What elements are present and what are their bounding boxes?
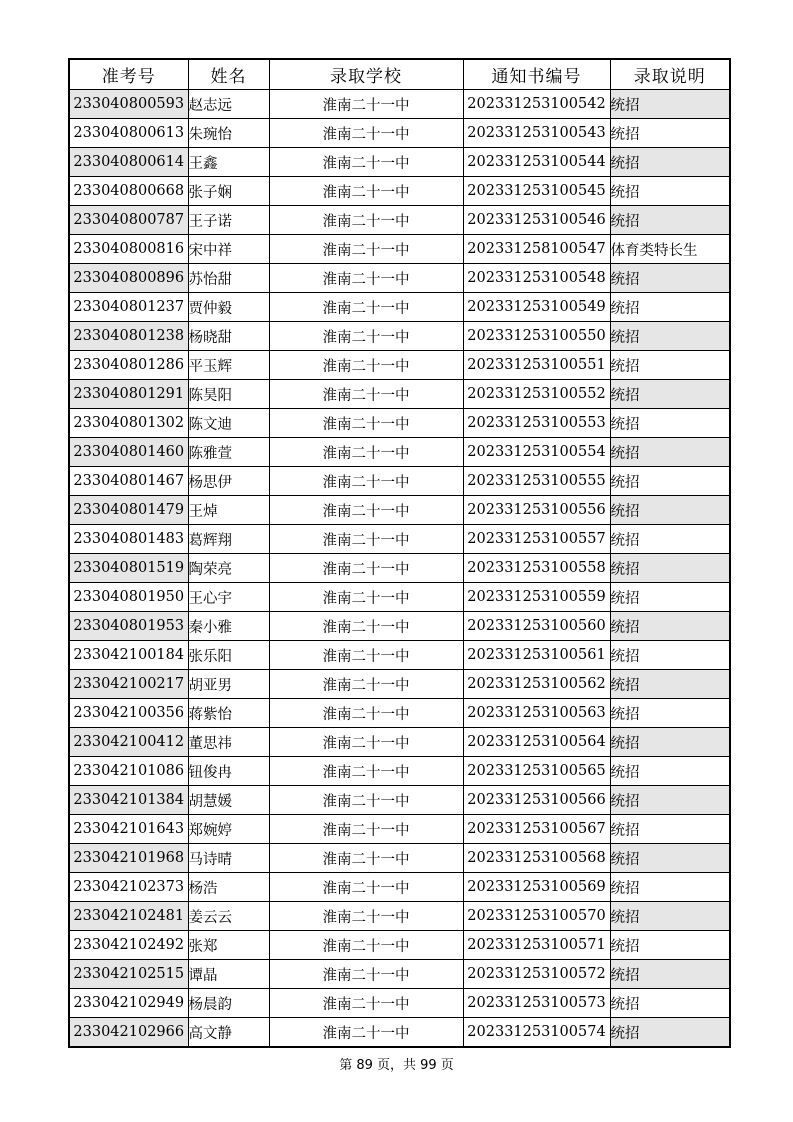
table-row <box>69 786 730 815</box>
cell-school: 淮南二十一中 <box>269 583 463 612</box>
cell-school: 淮南二十一中 <box>269 554 463 583</box>
table-row <box>69 119 730 148</box>
table-row <box>69 496 730 525</box>
table-row <box>69 757 730 786</box>
header-school: 录取学校 <box>269 59 463 90</box>
cell-admission-note: 统招 <box>610 989 730 1018</box>
cell-student-name: 秦小雅 <box>188 612 269 641</box>
table-row <box>69 873 730 902</box>
cell-school: 淮南二十一中 <box>269 873 463 902</box>
cell-admission-note: 统招 <box>610 351 730 380</box>
cell-student-name: 姜云云 <box>188 902 269 931</box>
table-header <box>69 59 730 90</box>
cell-exam-no: 233042102515 <box>69 960 188 989</box>
cell-school: 淮南二十一中 <box>269 409 463 438</box>
cell-school: 淮南二十一中 <box>269 206 463 235</box>
cell-school: 淮南二十一中 <box>269 90 463 119</box>
cell-admission-note: 统招 <box>610 960 730 989</box>
table-row <box>69 235 730 264</box>
cell-school: 淮南二十一中 <box>269 728 463 757</box>
table-row <box>69 670 730 699</box>
cell-exam-no: 233042100184 <box>69 641 188 670</box>
cell-notice-no: 202331253100562 <box>463 670 610 699</box>
header-note: 录取说明 <box>610 59 730 90</box>
table-row <box>69 815 730 844</box>
cell-admission-note: 统招 <box>610 612 730 641</box>
cell-student-name: 陶荣亮 <box>188 554 269 583</box>
cell-school: 淮南二十一中 <box>269 380 463 409</box>
cell-notice-no: 202331253100543 <box>463 119 610 148</box>
cell-school: 淮南二十一中 <box>269 699 463 728</box>
cell-exam-no: 233040801950 <box>69 583 188 612</box>
table-row <box>69 554 730 583</box>
cell-admission-note: 统招 <box>610 148 730 177</box>
header-name: 姓名 <box>188 59 269 90</box>
cell-notice-no: 202331253100560 <box>463 612 610 641</box>
cell-school: 淮南二十一中 <box>269 351 463 380</box>
cell-admission-note: 统招 <box>610 525 730 554</box>
cell-notice-no: 202331253100561 <box>463 641 610 670</box>
cell-notice-no: 202331253100569 <box>463 873 610 902</box>
cell-school: 淮南二十一中 <box>269 322 463 351</box>
cell-notice-no: 202331253100554 <box>463 438 610 467</box>
cell-student-name: 王子诺 <box>188 206 269 235</box>
cell-notice-no: 202331253100557 <box>463 525 610 554</box>
table-row <box>69 931 730 960</box>
cell-exam-no: 233040801460 <box>69 438 188 467</box>
cell-notice-no: 202331253100571 <box>463 931 610 960</box>
cell-notice-no: 202331253100550 <box>463 322 610 351</box>
cell-notice-no: 202331253100559 <box>463 583 610 612</box>
cell-school: 淮南二十一中 <box>269 177 463 206</box>
header-exam-no: 准考号 <box>69 59 188 90</box>
cell-notice-no: 202331253100574 <box>463 1018 610 1048</box>
cell-exam-no: 233040800593 <box>69 90 188 119</box>
cell-exam-no: 233040801286 <box>69 351 188 380</box>
cell-exam-no: 233040800787 <box>69 206 188 235</box>
cell-notice-no: 202331253100551 <box>463 351 610 380</box>
table-row <box>69 467 730 496</box>
cell-student-name: 胡亚男 <box>188 670 269 699</box>
cell-exam-no: 233040801479 <box>69 496 188 525</box>
cell-student-name: 钮俊冉 <box>188 757 269 786</box>
cell-school: 淮南二十一中 <box>269 235 463 264</box>
cell-admission-note: 统招 <box>610 409 730 438</box>
cell-exam-no: 233040801483 <box>69 525 188 554</box>
cell-school: 淮南二十一中 <box>269 496 463 525</box>
table-row <box>69 322 730 351</box>
cell-notice-no: 202331253100556 <box>463 496 610 525</box>
table-row <box>69 409 730 438</box>
cell-admission-note: 统招 <box>610 931 730 960</box>
cell-admission-note: 统招 <box>610 641 730 670</box>
cell-admission-note: 统招 <box>610 322 730 351</box>
cell-exam-no: 233042102373 <box>69 873 188 902</box>
table-row <box>69 989 730 1018</box>
header-row <box>69 59 730 90</box>
cell-student-name: 王心宇 <box>188 583 269 612</box>
cell-notice-no: 202331253100544 <box>463 148 610 177</box>
cell-school: 淮南二十一中 <box>269 148 463 177</box>
cell-school: 淮南二十一中 <box>269 757 463 786</box>
cell-school: 淮南二十一中 <box>269 815 463 844</box>
cell-student-name: 杨思伊 <box>188 467 269 496</box>
cell-notice-no: 202331253100563 <box>463 699 610 728</box>
cell-exam-no: 233042102492 <box>69 931 188 960</box>
cell-exam-no: 233040801953 <box>69 612 188 641</box>
cell-admission-note: 统招 <box>610 177 730 206</box>
cell-student-name: 王鑫 <box>188 148 269 177</box>
cell-exam-no: 233042100412 <box>69 728 188 757</box>
table-row <box>69 728 730 757</box>
cell-admission-note: 统招 <box>610 496 730 525</box>
cell-student-name: 王焯 <box>188 496 269 525</box>
table-row <box>69 641 730 670</box>
cell-school: 淮南二十一中 <box>269 438 463 467</box>
cell-exam-no: 233040801519 <box>69 554 188 583</box>
cell-admission-note: 统招 <box>610 902 730 931</box>
cell-admission-note: 统招 <box>610 786 730 815</box>
cell-exam-no: 233040800614 <box>69 148 188 177</box>
cell-exam-no: 233042102966 <box>69 1018 188 1048</box>
cell-student-name: 陈文迪 <box>188 409 269 438</box>
cell-student-name: 宋中祥 <box>188 235 269 264</box>
cell-student-name: 张乐阳 <box>188 641 269 670</box>
cell-admission-note: 统招 <box>610 467 730 496</box>
admission-table <box>68 58 731 1048</box>
table-row <box>69 583 730 612</box>
table-row <box>69 1018 730 1048</box>
table-row <box>69 844 730 873</box>
cell-school: 淮南二十一中 <box>269 525 463 554</box>
cell-student-name: 谭晶 <box>188 960 269 989</box>
page-number-footer: 第 89 页，共 99 页 <box>339 1058 454 1073</box>
table-row <box>69 438 730 467</box>
table-row <box>69 148 730 177</box>
cell-notice-no: 202331253100572 <box>463 960 610 989</box>
cell-exam-no: 233040800668 <box>69 177 188 206</box>
cell-notice-no: 202331253100553 <box>463 409 610 438</box>
cell-notice-no: 202331253100573 <box>463 989 610 1018</box>
cell-exam-no: 233042100356 <box>69 699 188 728</box>
cell-admission-note: 统招 <box>610 438 730 467</box>
table-row <box>69 206 730 235</box>
cell-admission-note: 统招 <box>610 728 730 757</box>
cell-exam-no: 233042102481 <box>69 902 188 931</box>
cell-exam-no: 233040801237 <box>69 293 188 322</box>
table-row <box>69 351 730 380</box>
table-row <box>69 699 730 728</box>
cell-notice-no: 202331253100566 <box>463 786 610 815</box>
table-row <box>69 264 730 293</box>
cell-student-name: 葛辉翔 <box>188 525 269 554</box>
cell-exam-no: 233040800816 <box>69 235 188 264</box>
cell-student-name: 杨晓甜 <box>188 322 269 351</box>
cell-student-name: 朱琬怡 <box>188 119 269 148</box>
cell-admission-note: 统招 <box>610 757 730 786</box>
cell-exam-no: 233042102949 <box>69 989 188 1018</box>
cell-admission-note: 统招 <box>610 815 730 844</box>
cell-student-name: 赵志远 <box>188 90 269 119</box>
cell-student-name: 杨浩 <box>188 873 269 902</box>
table-row <box>69 960 730 989</box>
cell-admission-note: 统招 <box>610 699 730 728</box>
cell-admission-note: 统招 <box>610 90 730 119</box>
cell-school: 淮南二十一中 <box>269 264 463 293</box>
cell-exam-no: 233040801291 <box>69 380 188 409</box>
cell-notice-no: 202331253100568 <box>463 844 610 873</box>
cell-school: 淮南二十一中 <box>269 989 463 1018</box>
cell-student-name: 陈昊阳 <box>188 380 269 409</box>
cell-school: 淮南二十一中 <box>269 902 463 931</box>
cell-notice-no: 202331253100570 <box>463 902 610 931</box>
cell-student-name: 贾仲毅 <box>188 293 269 322</box>
cell-exam-no: 233042101643 <box>69 815 188 844</box>
cell-exam-no: 233040800613 <box>69 119 188 148</box>
cell-admission-note: 统招 <box>610 380 730 409</box>
table-row <box>69 177 730 206</box>
cell-student-name: 苏怡甜 <box>188 264 269 293</box>
cell-school: 淮南二十一中 <box>269 786 463 815</box>
cell-school: 淮南二十一中 <box>269 293 463 322</box>
cell-student-name: 张郑 <box>188 931 269 960</box>
cell-student-name: 胡慧媛 <box>188 786 269 815</box>
cell-admission-note: 统招 <box>610 583 730 612</box>
cell-school: 淮南二十一中 <box>269 960 463 989</box>
cell-admission-note: 统招 <box>610 293 730 322</box>
cell-student-name: 高文静 <box>188 1018 269 1048</box>
table-row <box>69 525 730 554</box>
cell-student-name: 马诗晴 <box>188 844 269 873</box>
cell-student-name: 郑婉婷 <box>188 815 269 844</box>
cell-student-name: 杨晨韵 <box>188 989 269 1018</box>
cell-admission-note: 统招 <box>610 554 730 583</box>
cell-student-name: 董思祎 <box>188 728 269 757</box>
cell-notice-no: 202331253100567 <box>463 815 610 844</box>
cell-exam-no: 233040800896 <box>69 264 188 293</box>
cell-notice-no: 202331253100558 <box>463 554 610 583</box>
cell-exam-no: 233040801302 <box>69 409 188 438</box>
cell-notice-no: 202331253100545 <box>463 177 610 206</box>
cell-student-name: 蒋紫怡 <box>188 699 269 728</box>
cell-notice-no: 202331253100565 <box>463 757 610 786</box>
cell-admission-note: 统招 <box>610 670 730 699</box>
table-row <box>69 612 730 641</box>
cell-notice-no: 202331253100542 <box>463 90 610 119</box>
cell-notice-no: 202331258100547 <box>463 235 610 264</box>
cell-school: 淮南二十一中 <box>269 467 463 496</box>
cell-exam-no: 233042100217 <box>69 670 188 699</box>
table-row <box>69 902 730 931</box>
cell-student-name: 平玉辉 <box>188 351 269 380</box>
cell-exam-no: 233040801238 <box>69 322 188 351</box>
cell-student-name: 张子娴 <box>188 177 269 206</box>
cell-admission-note: 统招 <box>610 264 730 293</box>
cell-exam-no: 233042101384 <box>69 786 188 815</box>
cell-school: 淮南二十一中 <box>269 670 463 699</box>
table-row <box>69 380 730 409</box>
cell-student-name: 陈雅萱 <box>188 438 269 467</box>
cell-notice-no: 202331253100552 <box>463 380 610 409</box>
cell-school: 淮南二十一中 <box>269 1018 463 1048</box>
cell-exam-no: 233040801467 <box>69 467 188 496</box>
cell-admission-note: 统招 <box>610 873 730 902</box>
table-body <box>69 90 730 1048</box>
cell-school: 淮南二十一中 <box>269 641 463 670</box>
cell-notice-no: 202331253100564 <box>463 728 610 757</box>
table-row <box>69 293 730 322</box>
cell-admission-note: 统招 <box>610 119 730 148</box>
cell-school: 淮南二十一中 <box>269 931 463 960</box>
cell-admission-note: 统招 <box>610 844 730 873</box>
cell-school: 淮南二十一中 <box>269 119 463 148</box>
cell-exam-no: 233042101086 <box>69 757 188 786</box>
cell-exam-no: 233042101968 <box>69 844 188 873</box>
cell-admission-note: 统招 <box>610 1018 730 1048</box>
cell-notice-no: 202331253100549 <box>463 293 610 322</box>
cell-notice-no: 202331253100548 <box>463 264 610 293</box>
table-row <box>69 90 730 119</box>
cell-notice-no: 202331253100555 <box>463 467 610 496</box>
cell-admission-note: 体育类特长生 <box>610 235 730 264</box>
cell-school: 淮南二十一中 <box>269 612 463 641</box>
cell-admission-note: 统招 <box>610 206 730 235</box>
cell-school: 淮南二十一中 <box>269 844 463 873</box>
cell-notice-no: 202331253100546 <box>463 206 610 235</box>
header-notice-no: 通知书编号 <box>463 59 610 90</box>
